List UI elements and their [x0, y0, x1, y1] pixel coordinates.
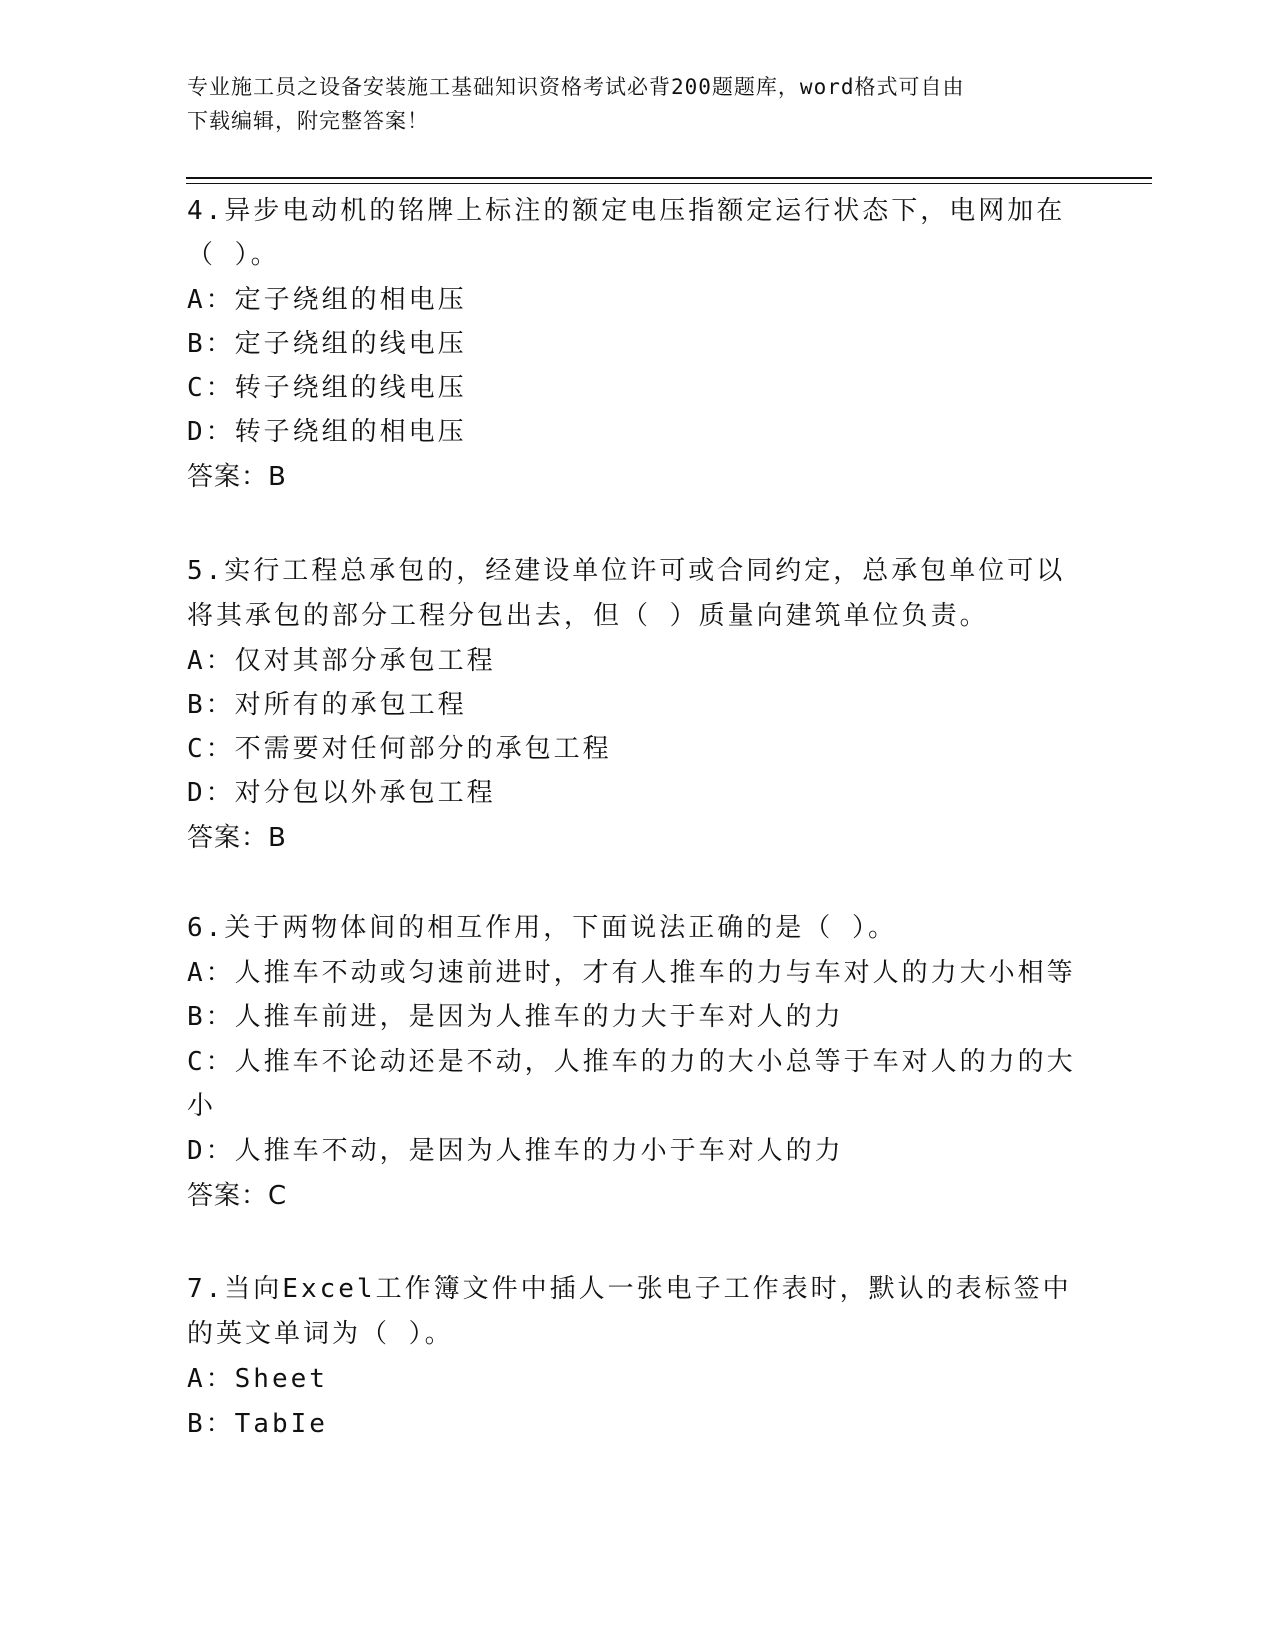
option-a: A：定子绕组的相电压	[187, 285, 467, 315]
document-header	[187, 70, 1067, 138]
option-d: D：人推车不动，是因为人推车的力小于车对人的力	[187, 1136, 844, 1166]
header-line-1: 专业施工员之设备安装施工基础知识资格考试必背200题题库，word格式可自由	[187, 75, 965, 99]
answer-label: 答案：B	[187, 823, 287, 853]
question-stem-line: 4.异步电动机的铭牌上标注的额定电压指额定运行状态下，电网加在	[187, 196, 1066, 226]
option-a: A：仅对其部分承包工程	[187, 646, 496, 676]
question-stem-line: 7.当向Excel工作簿文件中插人一张电子工作表时，默认的表标签中	[187, 1274, 1072, 1304]
option-b: B：定子绕组的线电压	[187, 329, 467, 359]
question-stem-line: 5.实行工程总承包的，经建设单位许可或合同约定，总承包单位可以	[187, 556, 1066, 586]
option-a: A：Sheet	[187, 1364, 328, 1394]
question-stem-line: 的英文单词为（ ）。	[187, 1319, 454, 1349]
header-divider-thick	[186, 177, 1152, 179]
answer-label: 答案：C	[187, 1181, 288, 1211]
question-stem-line: 6.关于两物体间的相互作用，下面说法正确的是（ ）。	[187, 913, 897, 943]
option-c: C：不需要对任何部分的承包工程	[187, 734, 612, 764]
header-line-2: 下载编辑，附完整答案！	[187, 109, 429, 133]
option-c-continuation: 小	[187, 1091, 217, 1121]
answer-label: 答案：B	[187, 462, 287, 492]
option-a: A：人推车不动或匀速前进时，才有人推车的力与车对人的力大小相等	[187, 958, 1076, 988]
option-b: B：人推车前进，是因为人推车的力大于车对人的力	[187, 1002, 844, 1032]
option-d: D：转子绕组的相电压	[187, 417, 467, 447]
question-stem-line: 将其承包的部分工程分包出去，但（ ）质量向建筑单位负责。	[187, 601, 989, 631]
option-b: B：对所有的承包工程	[187, 690, 467, 720]
option-d: D：对分包以外承包工程	[187, 778, 496, 808]
header-divider-thin	[186, 183, 1152, 184]
question-stem-line: （ ）。	[187, 240, 280, 270]
option-c: C：人推车不论动还是不动，人推车的力的大小总等于车对人的力的大	[187, 1047, 1076, 1077]
option-c: C：转子绕组的线电压	[187, 373, 467, 403]
option-b: B：TabIe	[187, 1409, 328, 1439]
